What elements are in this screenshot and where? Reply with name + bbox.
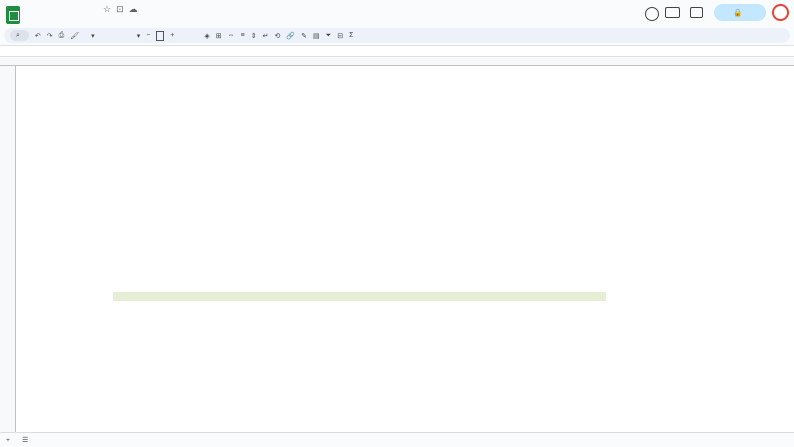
valign-icon[interactable]: ⇕ [250, 32, 257, 40]
sheet-grid[interactable] [16, 66, 794, 432]
undo-icon[interactable]: ↶ [34, 32, 41, 40]
comment-icon[interactable]: ✎ [301, 32, 307, 40]
search-icon: ⌕ [16, 31, 20, 39]
move-icon[interactable]: ⊡ [116, 4, 129, 14]
chevron-down-icon[interactable]: ▾ [91, 32, 95, 40]
print-icon[interactable]: ⎙ [58, 31, 65, 39]
filter-icon[interactable]: ⏷ [325, 31, 332, 39]
paint-format-icon[interactable]: 🖌 [70, 32, 80, 40]
wrap-icon[interactable]: ↵ [262, 32, 269, 40]
merge-icon[interactable]: ⇔ [227, 32, 235, 39]
share-button[interactable] [714, 4, 766, 21]
font-size-increase[interactable]: + [170, 32, 175, 39]
history-icon[interactable] [645, 7, 659, 21]
font-size-input[interactable] [156, 31, 164, 41]
row-header [0, 66, 16, 432]
redo-icon[interactable]: ↷ [46, 32, 53, 40]
avatar[interactable] [772, 4, 789, 21]
link-icon[interactable]: 🔗 [286, 32, 296, 40]
sheets-logo-icon[interactable] [6, 6, 20, 24]
title-icons[interactable] [103, 4, 143, 15]
font-size-decrease[interactable]: − [146, 32, 151, 39]
chart-icon[interactable]: ▤ [312, 32, 320, 40]
all-sheets-icon[interactable]: ☰ [21, 437, 29, 444]
add-sheet-icon[interactable]: + [6, 436, 10, 444]
rotate-icon[interactable]: ⟲ [274, 32, 281, 40]
chevron-down-icon[interactable]: ▾ [136, 32, 141, 40]
functions-icon[interactable]: Σ [349, 32, 354, 39]
cloud-icon[interactable]: ☁ [128, 4, 143, 14]
column-header [0, 58, 794, 66]
meet-icon[interactable] [665, 7, 680, 18]
borders-icon[interactable]: ⊞ [215, 32, 222, 40]
filter-views-icon[interactable]: ⊟ [337, 32, 344, 40]
align-icon[interactable]: ≡ [240, 32, 245, 39]
fill-color-icon[interactable]: ◈ [204, 32, 210, 40]
details-title [113, 292, 606, 301]
formula-bar [0, 45, 794, 57]
sheet-tabs-bar [0, 432, 794, 447]
comments-icon[interactable] [690, 7, 703, 18]
star-icon[interactable]: ☆ [103, 4, 117, 14]
search-menus[interactable] [10, 30, 29, 41]
toolbar [4, 28, 790, 43]
lock-icon: 🔒 [733, 8, 743, 17]
